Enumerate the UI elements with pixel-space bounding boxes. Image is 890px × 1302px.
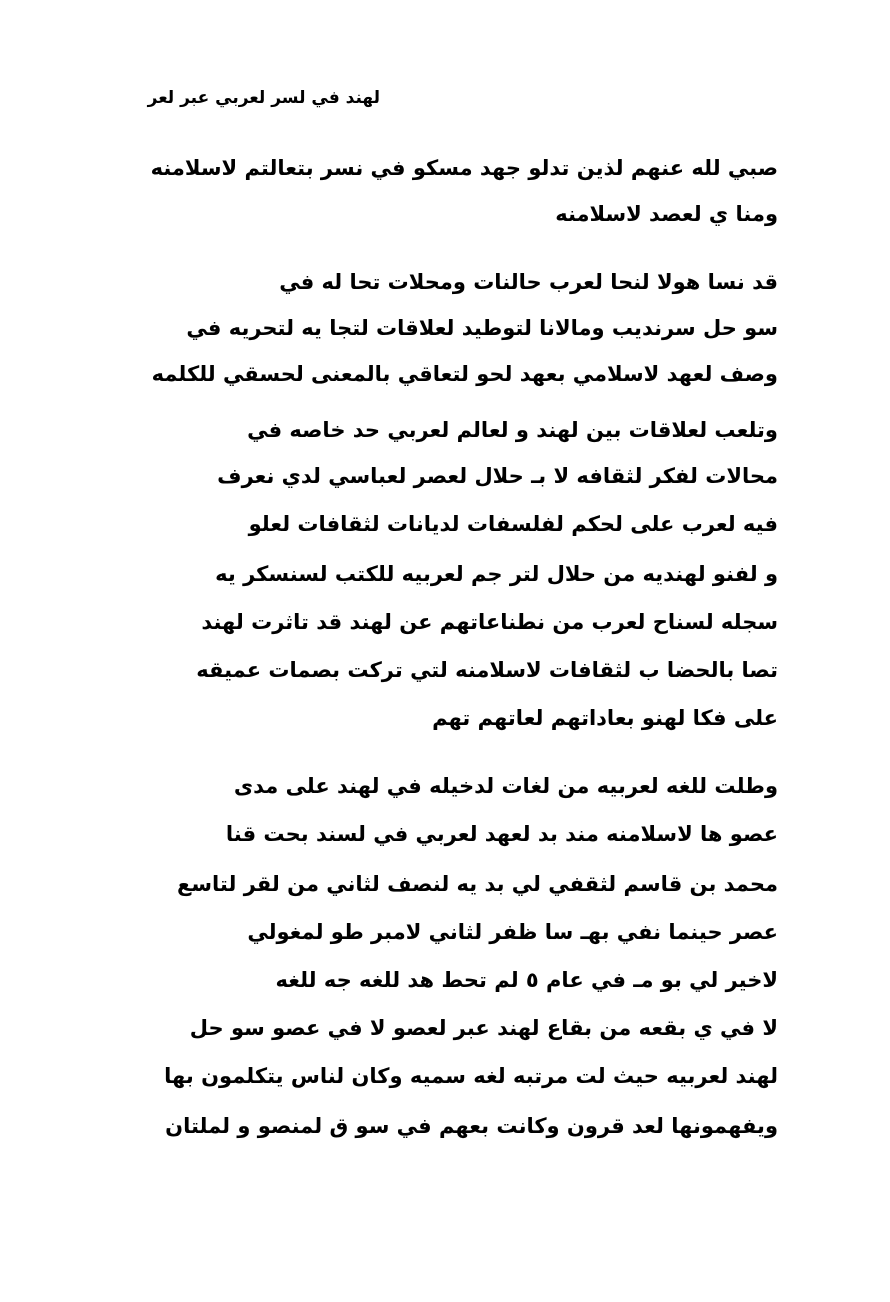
paragraph-line: محالات لفكر لثقافه لا بـ حلال لعصر لعباسي لدي نعرف <box>217 464 778 488</box>
paragraph-line: قد نسا هولا لنحا لعرب حالنات ومحلات تحا له في <box>279 270 778 294</box>
paragraph-line: سو حل سرنديب ومالانا لتوطيد لعلاقات لتجا يه لتحريه في <box>186 316 778 340</box>
running-header: لهند في لسر لعربي عبر لعر <box>147 88 380 108</box>
paragraph-line: وصف لعهد لاسلامي بعهد لحو لتعاقي بالمعنى لحسقي للكلمه <box>151 362 778 386</box>
paragraph-line: تصا بالحضا ب لثقافات لاسلامنه لتي تركت بصمات عميقه <box>196 658 778 682</box>
paragraph-line: ومنا ي لعصد لاسلامنه <box>555 202 778 226</box>
paragraph-line: لاخير لي بو مـ في عام ٥ لم تحط هد للغه جه للغه <box>275 968 778 992</box>
paragraph-line: صبي لله عنهم لذين تدلو جهد مسكو في نسر بتعالتم لاسلامنه <box>150 156 778 180</box>
paragraph-line: على فكا لهنو بعاداتهم لعاتهم تهم <box>432 706 778 730</box>
paragraph-line: ويفهمونها لعد قرون وكانت بعهم في سو ق لمنصو و لملتان <box>165 1114 778 1138</box>
paragraph-line: و لفنو لهنديه من حلال لتر جم لعربيه للكتب لسنسكر يه <box>215 562 778 586</box>
paragraph-line: وطلت للغه لعربيه من لغات لدخيله في لهند على مدى <box>233 774 778 798</box>
paragraph-line: لهند لعربيه حيث لت مرتبه لغه سميه وكان لناس يتكلمون بها <box>164 1064 778 1088</box>
paragraph-line: فيه لعرب على لحكم لفلسفات لديانات لثقافات لعلو <box>248 512 778 536</box>
paragraph-line: لا في ي بقعه من بقاع لهند عبر لعصو لا في عصو سو حل <box>189 1016 778 1040</box>
paragraph-line: وتلعب لعلاقات بين لهند و لعالم لعربي حد خاصه في <box>247 418 778 442</box>
paragraph-line: محمد بن قاسم لثقفي لي بد يه لنصف لثاني من لقر لتاسع <box>177 872 778 896</box>
paragraph-line: عصر حينما نفي بهـ سا ظفر لثاني لامبر طو لمغولي <box>247 920 778 944</box>
paragraph-line: عصو ها لاسلامنه مند بد لعهد لعربي في لسند بحت قنا <box>225 822 778 846</box>
paragraph-line: سجله لسناح لعرب من نطناعاتهم عن لهند قد تاثرت لهند <box>201 610 778 634</box>
